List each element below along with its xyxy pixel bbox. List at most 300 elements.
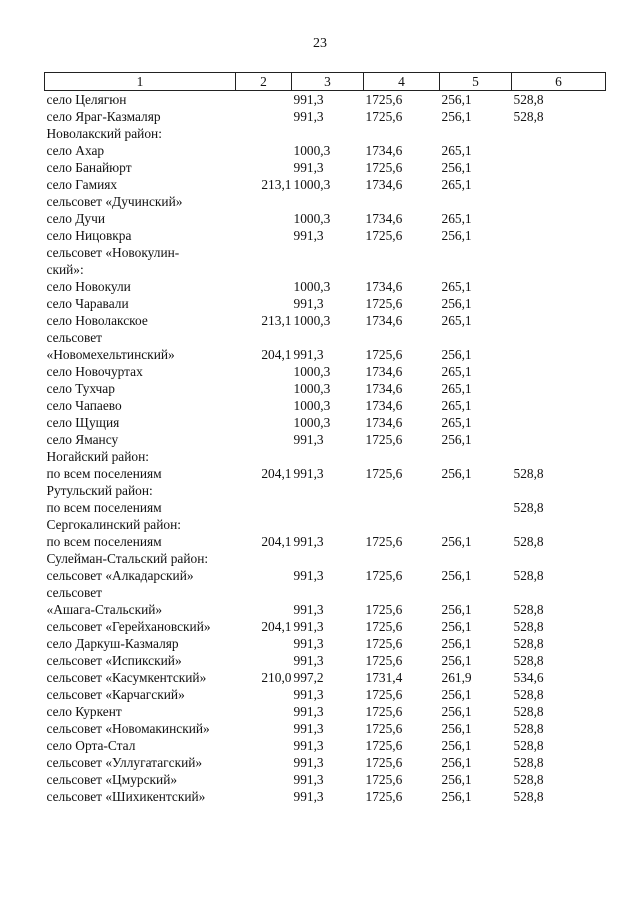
value-col-3-cell: 1000,3: [293, 381, 331, 396]
value-col-6-cell: [512, 448, 606, 465]
table-row: [45, 652, 606, 669]
value-col-3-cell: 1000,3: [293, 364, 331, 379]
value-col-6-cell: 528,8: [513, 772, 544, 787]
value-col-5-cell: 265,1: [441, 211, 472, 226]
value-col-2-cell: [236, 516, 292, 533]
settlement-name-cell: село Ямансу: [46, 432, 119, 447]
value-col-5-cell: [440, 482, 512, 499]
value-col-3-cell: [292, 550, 364, 567]
value-col-2-cell: [236, 499, 292, 516]
value-col-3-cell: [292, 499, 364, 516]
value-col-4-cell: 1734,6: [365, 143, 403, 158]
table-row: [45, 278, 606, 295]
value-col-3-cell: [292, 125, 364, 142]
value-col-2-cell: [236, 142, 292, 159]
value-col-6-cell: 528,8: [513, 653, 544, 668]
value-col-4-cell: [364, 482, 440, 499]
value-col-3-cell: [292, 261, 364, 278]
value-col-4-cell: 1725,6: [365, 602, 403, 617]
value-col-4-cell: 1725,6: [365, 721, 403, 736]
value-col-2-cell: [236, 125, 292, 142]
table-row: [45, 703, 606, 720]
table-row: [45, 788, 606, 805]
value-col-5-cell: 265,1: [441, 415, 472, 430]
value-col-4-cell: 1734,6: [365, 398, 403, 413]
value-col-2-cell: [236, 397, 292, 414]
value-col-5-cell: 256,1: [441, 789, 472, 804]
value-col-6-cell: [512, 363, 606, 380]
value-col-4-cell: [364, 584, 440, 601]
value-col-6-cell: [512, 397, 606, 414]
value-col-4-cell: 1725,6: [365, 738, 403, 753]
value-col-6-cell: [512, 142, 606, 159]
value-col-5-cell: [440, 244, 512, 261]
value-col-5-cell: [440, 193, 512, 210]
value-col-5-cell: [440, 125, 512, 142]
value-col-2-cell: 204,1: [261, 534, 292, 549]
value-col-4-cell: [364, 499, 440, 516]
value-col-6-cell: [512, 159, 606, 176]
value-col-3-cell: 991,3: [293, 704, 324, 719]
settlement-name-cell: сельсовет «Новомакинский»: [46, 721, 210, 736]
value-col-5-cell: 256,1: [441, 568, 472, 583]
table-row: [45, 618, 606, 635]
value-col-2-cell: 210,0: [261, 670, 292, 685]
value-col-6-cell: [512, 295, 606, 312]
table-row: [45, 771, 606, 788]
table-row: [45, 346, 606, 363]
value-col-6-cell: [512, 176, 606, 193]
settlement-name-cell: сельсовет: [46, 330, 103, 345]
value-col-2-cell: [236, 193, 292, 210]
value-col-6-cell: 528,8: [513, 109, 544, 124]
value-col-6-cell: [512, 210, 606, 227]
value-col-5-cell: 265,1: [441, 364, 472, 379]
value-col-5-cell: 256,1: [441, 738, 472, 753]
value-col-6-cell: 528,8: [513, 687, 544, 702]
settlement-name-cell: село Новокули: [46, 279, 131, 294]
settlement-name-cell: сельсовет «Уллугатагский»: [46, 755, 203, 770]
value-col-2-cell: [236, 210, 292, 227]
value-col-3-cell: 1000,3: [293, 279, 331, 294]
table-row: [45, 754, 606, 771]
value-col-4-cell: [364, 193, 440, 210]
value-col-3-cell: 1000,3: [293, 211, 331, 226]
value-col-5-cell: 265,1: [441, 313, 472, 328]
table-row: [45, 465, 606, 482]
settlement-name-cell: село Яраг-Казмаляр: [46, 109, 161, 124]
value-col-6-cell: 528,8: [513, 704, 544, 719]
header-row: [45, 73, 606, 91]
table-row: [45, 482, 606, 499]
settlement-name-cell: село Банайюрт: [46, 160, 132, 175]
settlement-name-cell: «Ашага-Стальский»: [46, 602, 163, 617]
settlement-name-cell: село Куркент: [46, 704, 122, 719]
value-col-6-cell: [512, 550, 606, 567]
value-col-2-cell: 204,1: [261, 347, 292, 362]
table-row: [45, 397, 606, 414]
value-col-3-cell: [292, 584, 364, 601]
value-col-3-cell: 991,3: [293, 653, 324, 668]
value-col-6-cell: [512, 193, 606, 210]
value-col-2-cell: [236, 108, 292, 125]
value-col-3-cell: [292, 244, 364, 261]
value-col-4-cell: 1725,6: [365, 228, 403, 243]
value-col-2-cell: [236, 244, 292, 261]
value-col-4-cell: 1725,6: [365, 109, 403, 124]
value-col-3-cell: 997,2: [293, 670, 324, 685]
table-row: [45, 108, 606, 125]
table-row: [45, 584, 606, 601]
table-row: [45, 227, 606, 244]
value-col-3-cell: [292, 193, 364, 210]
value-col-6-cell: [512, 227, 606, 244]
value-col-6-cell: 528,8: [513, 636, 544, 651]
value-col-4-cell: 1734,6: [365, 415, 403, 430]
value-col-3-cell: 1000,3: [293, 143, 331, 158]
value-col-4-cell: 1725,6: [365, 534, 403, 549]
table-row: [45, 414, 606, 431]
settlement-name-cell: село Чапаево: [46, 398, 122, 413]
value-col-6-cell: [512, 414, 606, 431]
value-col-2-cell: [236, 380, 292, 397]
value-col-5-cell: 256,1: [441, 228, 472, 243]
value-col-2-cell: [236, 91, 292, 109]
value-col-5-cell: 265,1: [441, 381, 472, 396]
value-col-6-cell: [512, 244, 606, 261]
settlement-name-cell: сельсовет: [46, 585, 103, 600]
value-col-4-cell: 1734,6: [365, 279, 403, 294]
value-col-2-cell: 213,1: [261, 313, 292, 328]
value-col-2-cell: [236, 414, 292, 431]
value-col-5-cell: 256,1: [441, 160, 472, 175]
value-col-2-cell: [236, 329, 292, 346]
settlement-name-cell: село Орта-Стал: [46, 738, 136, 753]
value-col-4-cell: 1725,6: [365, 789, 403, 804]
settlement-name-cell: село Ахар: [46, 143, 105, 158]
value-col-3-cell: 991,3: [293, 228, 324, 243]
value-col-5-cell: 265,1: [441, 177, 472, 192]
value-col-6-cell: 528,8: [513, 534, 544, 549]
value-col-6-cell: [512, 278, 606, 295]
table-row: [45, 295, 606, 312]
value-col-5-cell: 256,1: [441, 296, 472, 311]
value-col-5-cell: 265,1: [441, 143, 472, 158]
value-col-4-cell: 1734,6: [365, 381, 403, 396]
value-col-2-cell: 204,1: [261, 619, 292, 634]
value-col-6-cell: [512, 482, 606, 499]
value-col-6-cell: 528,8: [513, 500, 544, 515]
value-col-5-cell: 256,1: [441, 466, 472, 481]
value-col-3-cell: 991,3: [293, 687, 324, 702]
settlement-name-cell: ский»:: [46, 262, 84, 277]
settlement-name-cell: село Тухчар: [46, 381, 115, 396]
value-col-6-cell: 528,8: [513, 568, 544, 583]
value-col-6-cell: [512, 431, 606, 448]
value-col-5-cell: 256,1: [441, 653, 472, 668]
value-col-5-cell: 256,1: [441, 534, 472, 549]
settlement-name-cell: сельсовет «Герейхановский»: [46, 619, 211, 634]
value-col-2-cell: [236, 482, 292, 499]
value-col-2-cell: [236, 788, 292, 805]
settlement-name-cell: Сулейман-Стальский район:: [46, 551, 209, 566]
value-col-2-cell: 213,1: [261, 177, 292, 192]
value-col-4-cell: 1725,6: [365, 653, 403, 668]
value-col-6-cell: 528,8: [513, 738, 544, 753]
value-col-3-cell: 1000,3: [293, 313, 331, 328]
value-col-4-cell: 1725,6: [365, 466, 403, 481]
column-header-3: 3: [292, 73, 364, 91]
value-col-2-cell: [236, 737, 292, 754]
value-col-2-cell: [236, 227, 292, 244]
settlement-name-cell: сельсовет «Алкадарский»: [46, 568, 194, 583]
value-col-5-cell: 256,1: [441, 687, 472, 702]
value-col-4-cell: [364, 329, 440, 346]
table-row: [45, 533, 606, 550]
value-col-5-cell: 256,1: [441, 602, 472, 617]
value-col-3-cell: 991,3: [293, 755, 324, 770]
value-col-3-cell: [292, 448, 364, 465]
value-col-4-cell: 1725,6: [365, 347, 403, 362]
value-col-3-cell: 1000,3: [293, 398, 331, 413]
value-col-4-cell: 1734,6: [365, 177, 403, 192]
value-col-4-cell: 1725,6: [365, 432, 403, 447]
value-col-2-cell: [236, 771, 292, 788]
value-col-4-cell: 1734,6: [365, 313, 403, 328]
value-col-4-cell: 1725,6: [365, 160, 403, 175]
value-col-4-cell: [364, 448, 440, 465]
value-col-3-cell: 991,3: [293, 772, 324, 787]
value-col-4-cell: 1725,6: [365, 687, 403, 702]
settlement-name-cell: село Чаравали: [46, 296, 129, 311]
value-col-3-cell: 1000,3: [293, 177, 331, 192]
table-row: [45, 448, 606, 465]
table-row: [45, 550, 606, 567]
value-col-2-cell: [236, 567, 292, 584]
value-col-2-cell: [236, 278, 292, 295]
settlement-name-cell: сельсовет «Касумкентский»: [46, 670, 207, 685]
value-col-3-cell: 991,3: [293, 347, 324, 362]
value-col-6-cell: [512, 584, 606, 601]
settlement-name-cell: Ногайский район:: [46, 449, 149, 464]
value-col-6-cell: 528,8: [513, 789, 544, 804]
value-col-4-cell: [364, 550, 440, 567]
settlement-name-cell: сельсовет «Карчагский»: [46, 687, 185, 702]
settlement-name-cell: по всем поселениям: [46, 466, 162, 481]
value-col-3-cell: 991,3: [293, 92, 324, 107]
value-col-4-cell: 1725,6: [365, 636, 403, 651]
value-col-5-cell: 256,1: [441, 619, 472, 634]
table-row: [45, 329, 606, 346]
table-row: [45, 363, 606, 380]
value-col-2-cell: [236, 635, 292, 652]
value-col-3-cell: 991,3: [293, 109, 324, 124]
value-col-5-cell: 265,1: [441, 398, 472, 413]
value-col-3-cell: 991,3: [293, 534, 324, 549]
value-col-4-cell: 1725,6: [365, 92, 403, 107]
value-col-2-cell: [236, 261, 292, 278]
value-col-4-cell: 1725,6: [365, 568, 403, 583]
value-col-3-cell: 991,3: [293, 789, 324, 804]
value-col-3-cell: 991,3: [293, 160, 324, 175]
settlement-name-cell: село Целягюн: [46, 92, 127, 107]
value-col-3-cell: 991,3: [293, 636, 324, 651]
table-row: [45, 669, 606, 686]
table-row: [45, 380, 606, 397]
table-row: [45, 516, 606, 533]
value-col-3-cell: 991,3: [293, 466, 324, 481]
table-row: [45, 635, 606, 652]
value-col-4-cell: 1725,6: [365, 704, 403, 719]
value-col-5-cell: 256,1: [441, 755, 472, 770]
settlement-name-cell: Сергокалинский район:: [46, 517, 181, 532]
settlement-name-cell: село Дучи: [46, 211, 106, 226]
table-row: [45, 720, 606, 737]
table-row: [45, 312, 606, 329]
settlement-name-cell: сельсовет «Шихикентский»: [46, 789, 206, 804]
value-col-5-cell: 256,1: [441, 704, 472, 719]
column-header-5: 5: [440, 73, 512, 91]
value-col-3-cell: 991,3: [293, 602, 324, 617]
value-col-5-cell: [440, 499, 512, 516]
value-col-4-cell: [364, 244, 440, 261]
value-col-3-cell: 991,3: [293, 432, 324, 447]
value-col-2-cell: [236, 363, 292, 380]
table-row: [45, 686, 606, 703]
table-row: [45, 176, 606, 193]
value-col-6-cell: [512, 516, 606, 533]
value-col-6-cell: 528,8: [513, 755, 544, 770]
table-header: [45, 73, 606, 91]
table-row: [45, 431, 606, 448]
column-header-6: 6: [512, 73, 606, 91]
value-col-5-cell: 256,1: [441, 347, 472, 362]
value-col-3-cell: [292, 329, 364, 346]
settlement-name-cell: село Ницовкра: [46, 228, 132, 243]
value-col-3-cell: [292, 516, 364, 533]
value-col-5-cell: 256,1: [441, 721, 472, 736]
value-col-4-cell: 1725,6: [365, 619, 403, 634]
value-col-4-cell: [364, 516, 440, 533]
settlement-name-cell: «Новомехельтинский»: [46, 347, 175, 362]
table-row: [45, 499, 606, 516]
settlement-name-cell: Новолакский район:: [46, 126, 162, 141]
table-row: [45, 261, 606, 278]
value-col-6-cell: [512, 312, 606, 329]
value-col-2-cell: [236, 550, 292, 567]
value-col-6-cell: [512, 125, 606, 142]
value-col-4-cell: [364, 261, 440, 278]
value-col-6-cell: [512, 346, 606, 363]
value-col-6-cell: 528,8: [513, 619, 544, 634]
settlement-name-cell: село Щущия: [46, 415, 120, 430]
table-row: [45, 125, 606, 142]
settlement-name-cell: сельсовет «Новокулин-: [46, 245, 180, 260]
value-col-5-cell: 256,1: [441, 432, 472, 447]
value-col-5-cell: 256,1: [441, 92, 472, 107]
settlement-name-cell: село Даркуш-Казмаляр: [46, 636, 179, 651]
value-col-5-cell: [440, 516, 512, 533]
value-col-3-cell: 991,3: [293, 619, 324, 634]
value-col-6-cell: [512, 261, 606, 278]
value-col-4-cell: 1725,6: [365, 296, 403, 311]
value-col-5-cell: 265,1: [441, 279, 472, 294]
value-col-5-cell: [440, 550, 512, 567]
settlement-name-cell: сельсовет «Испикский»: [46, 653, 182, 668]
value-col-2-cell: [236, 703, 292, 720]
table-row: [45, 244, 606, 261]
table-row: [45, 601, 606, 618]
value-col-6-cell: [512, 329, 606, 346]
value-col-3-cell: 991,3: [293, 296, 324, 311]
value-col-2-cell: [236, 431, 292, 448]
column-header-2: 2: [236, 73, 292, 91]
value-col-5-cell: 256,1: [441, 109, 472, 124]
settlement-name-cell: село Гамиях: [46, 177, 118, 192]
value-col-2-cell: [236, 448, 292, 465]
value-col-4-cell: 1734,6: [365, 211, 403, 226]
settlement-name-cell: село Новолакское: [46, 313, 148, 328]
value-col-6-cell: 528,8: [513, 721, 544, 736]
value-col-6-cell: 528,8: [513, 602, 544, 617]
table-row: [45, 193, 606, 210]
value-col-6-cell: [512, 380, 606, 397]
value-col-5-cell: [440, 448, 512, 465]
value-col-3-cell: 991,3: [293, 738, 324, 753]
value-col-6-cell: 528,8: [513, 466, 544, 481]
value-col-2-cell: [236, 652, 292, 669]
value-col-4-cell: 1731,4: [365, 670, 403, 685]
value-col-3-cell: 991,3: [293, 721, 324, 736]
value-col-5-cell: [440, 329, 512, 346]
value-col-4-cell: [364, 125, 440, 142]
table-row: [45, 210, 606, 227]
value-col-2-cell: 204,1: [261, 466, 292, 481]
value-col-4-cell: 1734,6: [365, 364, 403, 379]
value-col-5-cell: 256,1: [441, 636, 472, 651]
value-col-4-cell: 1725,6: [365, 755, 403, 770]
value-col-2-cell: [236, 754, 292, 771]
settlement-name-cell: по всем поселениям: [46, 500, 162, 515]
value-col-3-cell: 991,3: [293, 568, 324, 583]
settlement-name-cell: сельсовет «Цмурский»: [46, 772, 178, 787]
value-col-5-cell: 261,9: [441, 670, 472, 685]
table-row: [45, 159, 606, 176]
data-table: [44, 72, 606, 805]
settlement-name-cell: село Новочуртах: [46, 364, 143, 379]
table-row: [45, 91, 606, 109]
value-col-5-cell: [440, 261, 512, 278]
value-col-4-cell: 1725,6: [365, 772, 403, 787]
value-col-6-cell: 534,6: [513, 670, 544, 685]
value-col-2-cell: [236, 720, 292, 737]
value-col-2-cell: [236, 686, 292, 703]
value-col-3-cell: 1000,3: [293, 415, 331, 430]
settlement-name-cell: сельсовет «Дучинский»: [46, 194, 183, 209]
value-col-2-cell: [236, 601, 292, 618]
settlement-name-cell: по всем поселениям: [46, 534, 162, 549]
table-row: [45, 737, 606, 754]
value-col-5-cell: [440, 584, 512, 601]
settlement-name-cell: Рутульский район:: [46, 483, 153, 498]
table-row: [45, 567, 606, 584]
value-col-6-cell: 528,8: [513, 92, 544, 107]
table-row: [45, 142, 606, 159]
page-number: 23: [313, 36, 327, 51]
value-col-2-cell: [236, 584, 292, 601]
value-col-5-cell: 256,1: [441, 772, 472, 787]
value-col-2-cell: [236, 295, 292, 312]
